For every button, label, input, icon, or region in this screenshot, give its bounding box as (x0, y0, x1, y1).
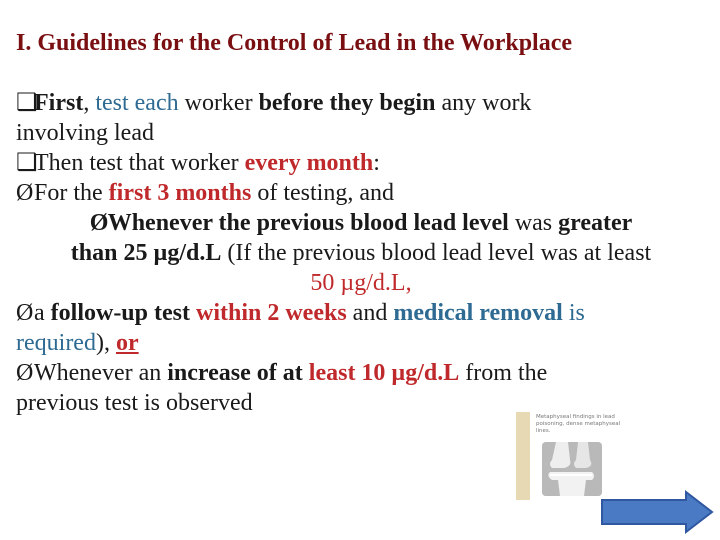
arrow-bullet-icon: Ø (16, 300, 34, 326)
sub-bullet-4-line-2: previous test is observed (16, 390, 253, 416)
knee-xray-icon (542, 442, 602, 496)
next-slide-button[interactable] (600, 490, 714, 539)
sub-bullet-3-line-1: Øa follow-up test within 2 weeks and medical removal is (16, 300, 585, 326)
right-arrow-icon (600, 490, 714, 534)
sub-bullet-2-line-2: than 25 µg/d.L (If the previous blood lead level was at least (70, 240, 652, 266)
sub-bullet-4-line-1: ØWhenever an increase of at least 10 µg/d.L from the (16, 360, 548, 386)
bullet-list (16, 88, 706, 418)
bullet-1-line-2: involving lead (16, 120, 154, 146)
arrow-bullet-icon: Ø (89, 210, 109, 236)
slide-title: I. Guidelines for the Control of Lead in the Workplace (16, 30, 573, 56)
xray-thumbnail (516, 412, 628, 500)
square-bullet-icon: ❑ (16, 150, 38, 176)
sub-bullet-2-line-3: 50 µg/d.L, (310, 270, 412, 296)
bullet-2: ❑Then test that worker every month: (16, 150, 380, 176)
bullet-1-line-1: ❑First, test each worker before they begin any work (16, 90, 532, 116)
arrow-bullet-icon: Ø (16, 360, 34, 386)
sub-bullet-1: ØFor the first 3 months of testing, and (16, 180, 394, 206)
sub-bullet-3-line-2: required), or (16, 330, 139, 356)
knee-xray-image (542, 442, 602, 496)
thumbnail-caption: Metaphyseal findings in lead poisoning, dense metaphyseal lines. (536, 414, 621, 434)
thumbnail-strip (516, 412, 530, 500)
arrow-bullet-icon: Ø (16, 180, 34, 206)
square-bullet-icon: ❑ (16, 90, 38, 116)
sub-bullet-2-line-1: ØWhenever the previous blood lead level was greater (89, 210, 633, 236)
